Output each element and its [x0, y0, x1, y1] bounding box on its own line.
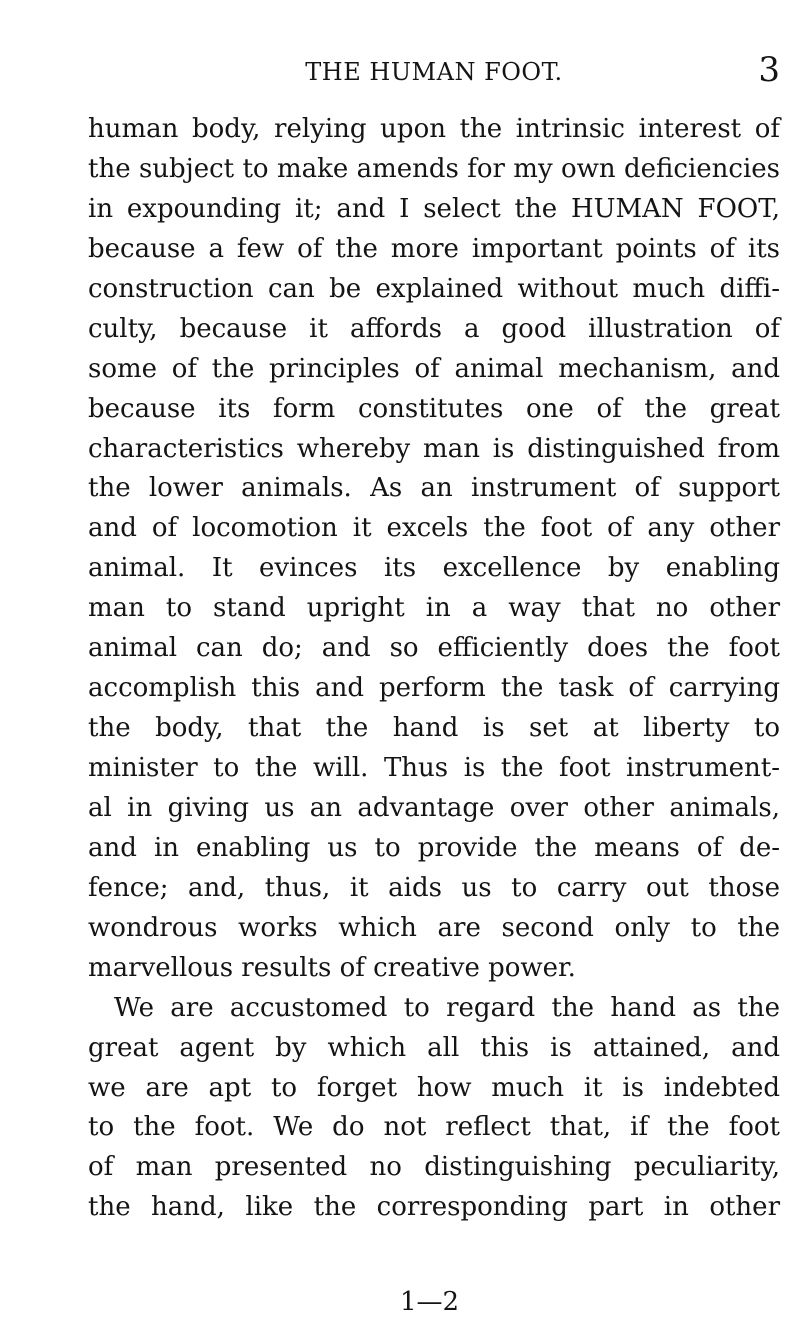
body-text — [88, 110, 780, 1228]
running-title: THE HUMAN FOOT. — [305, 58, 563, 86]
text-line: animal. It evinces its excellence by enabling — [88, 553, 780, 584]
page-number: 3 — [758, 50, 780, 90]
text-line: we are apt to forget how much it is indebted — [88, 1072, 780, 1103]
text-line: construction can be explained without much diffi- — [88, 273, 780, 304]
text-line: some of the principles of animal mechanism, and — [88, 353, 780, 384]
text-line: al in giving us an advantage over other animals, — [88, 792, 780, 823]
text-line: of man presented no distinguishing peculiarity, — [88, 1152, 780, 1183]
text-line: the hand, like the corresponding part in other — [88, 1192, 780, 1223]
text-line: wondrous works which are second only to the — [88, 912, 780, 943]
text-line: to the foot. We do not reflect that, if the foot — [88, 1112, 780, 1143]
text-line: in expounding it; and I select the HUMAN FOOT, — [88, 193, 780, 224]
text-line: and in enabling us to provide the means of de- — [88, 832, 780, 863]
paragraph-start-line: We are accustomed to regard the hand as the — [114, 992, 780, 1023]
paragraph-end-line: marvellous results of creative power. — [88, 952, 576, 983]
text-line: culty, because it affords a good illustration of — [88, 313, 780, 344]
text-line: and of locomotion it excels the foot of any other — [88, 513, 780, 544]
text-line: characteristics whereby man is distinguished from — [88, 433, 780, 464]
signature-mark: 1—2 — [400, 1287, 460, 1317]
text-line: the lower animals. As an instrument of support — [88, 473, 780, 504]
text-line: man to stand upright in a way that no other — [88, 593, 780, 624]
text-line: because a few of the more important points of its — [88, 233, 780, 264]
text-line: human body, relying upon the intrinsic interest of — [88, 114, 780, 144]
text-line: the subject to make amends for my own deficiencies — [88, 153, 780, 184]
text-line: because its form constitutes one of the great — [88, 393, 780, 424]
text-line: accomplish this and perform the task of carrying — [88, 673, 780, 704]
text-line: the body, that the hand is set at liberty to — [88, 713, 780, 744]
text-line: minister to the will. Thus is the foot instrument- — [88, 753, 780, 783]
running-head — [88, 50, 780, 96]
text-line: great agent by which all this is attained, and — [88, 1032, 780, 1063]
text-line: animal can do; and so efficiently does the foot — [88, 633, 780, 664]
text-line: fence; and, thus, it aids us to carry out those — [88, 872, 780, 903]
